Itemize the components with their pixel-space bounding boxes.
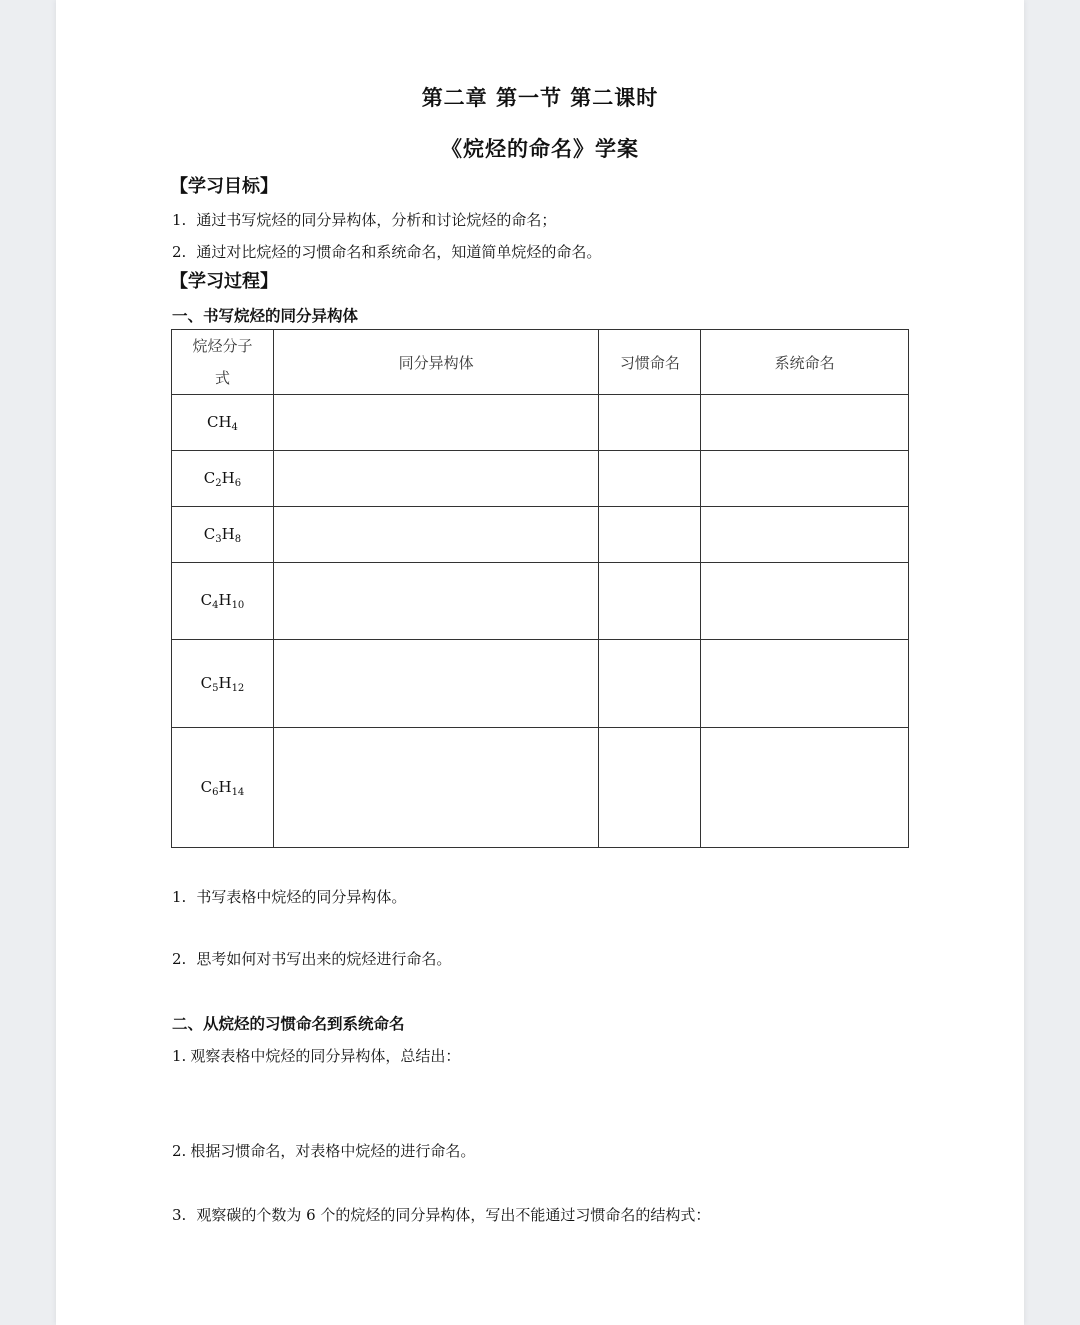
header-common-name: 习惯命名: [599, 330, 701, 395]
question-number: 2.: [172, 950, 187, 968]
isomer-answer-cell[interactable]: [273, 507, 599, 563]
isomer-answer-cell[interactable]: [273, 451, 599, 507]
header-formula-line2: 式: [214, 369, 230, 387]
objective-item: [172, 209, 556, 230]
isomer-answer-cell[interactable]: [273, 395, 599, 451]
worksheet-title: 《烷烃的命名》学案: [441, 137, 639, 161]
systematic-name-answer-cell[interactable]: [701, 640, 909, 728]
question-text: 书写表格中烷烃的同分异构体。: [196, 888, 407, 906]
header-isomers: 同分异构体: [273, 330, 599, 395]
question-text: 观察表格中烷烃的同分异构体，总结出：: [190, 1047, 461, 1065]
objective-text: 通过书写烷烃的同分异构体，分析和讨论烷烃的命名；: [196, 211, 557, 229]
part2-question: [172, 1204, 710, 1225]
table-row: [172, 395, 909, 451]
question-number: 1.: [172, 1047, 187, 1065]
question-text: 思考如何对书写出来的烷烃进行命名。: [196, 950, 452, 968]
isomer-answer-cell[interactable]: [273, 563, 599, 640]
formula-cell: $C_2H_6$: [172, 451, 274, 507]
formula-cell: $C_5H_{12}$: [172, 640, 274, 728]
common-name-answer-cell[interactable]: [599, 451, 701, 507]
isomer-answer-cell[interactable]: [273, 640, 599, 728]
part2-title: 二、从烷烃的习惯命名到系统命名: [172, 1015, 405, 1033]
table-row: [172, 563, 909, 640]
objective-text: 通过对比烷烃的习惯命名和系统命名，知道简单烷烃的命名。: [196, 243, 602, 261]
common-name-answer-cell[interactable]: [599, 563, 701, 640]
isomer-answer-cell[interactable]: [273, 728, 599, 848]
objective-number: 2.: [172, 243, 187, 261]
systematic-name-answer-cell[interactable]: [701, 563, 909, 640]
table-row: [172, 507, 909, 563]
question-number: 1.: [172, 888, 187, 906]
part2-question: [172, 1140, 475, 1161]
systematic-name-answer-cell[interactable]: [701, 728, 909, 848]
process-heading: 【学习过程】: [170, 271, 278, 292]
header-formula: [172, 330, 274, 395]
common-name-answer-cell[interactable]: [599, 728, 701, 848]
table-header-row: [172, 330, 909, 395]
common-name-answer-cell[interactable]: [599, 395, 701, 451]
header-formula-line1: 烷烃分子: [192, 337, 253, 355]
part1-question: [172, 948, 451, 969]
formula-cell: $C_6H_{14}$: [172, 728, 274, 848]
formula-cell: $C_4H_{10}$: [172, 563, 274, 640]
question-text: 根据习惯命名，对表格中烷烃的进行命名。: [190, 1142, 476, 1160]
part1-title: 一、书写烷烃的同分异构体: [172, 307, 359, 325]
part1-question: [172, 886, 406, 907]
isomer-table: [171, 329, 909, 848]
chapter-title: 第二章 第一节 第二课时: [421, 86, 659, 110]
systematic-name-answer-cell[interactable]: [701, 451, 909, 507]
table-row: [172, 451, 909, 507]
document-page: [56, 0, 1024, 1325]
systematic-name-answer-cell[interactable]: [701, 507, 909, 563]
question-number: 3.: [172, 1206, 187, 1224]
table-row: [172, 728, 909, 848]
header-systematic-name: 系统命名: [701, 330, 909, 395]
common-name-answer-cell[interactable]: [599, 640, 701, 728]
formula-cell: $CH_4$: [172, 395, 274, 451]
common-name-answer-cell[interactable]: [599, 507, 701, 563]
question-text: 观察碳的个数为 6 个的烷烃的同分异构体，写出不能通过习惯命名的结构式：: [196, 1206, 711, 1224]
formula-cell: $C_3H_8$: [172, 507, 274, 563]
systematic-name-answer-cell[interactable]: [701, 395, 909, 451]
table-row: [172, 640, 909, 728]
objective-number: 1.: [172, 211, 187, 229]
question-number: 2.: [172, 1142, 187, 1160]
part2-question: [172, 1045, 460, 1066]
objective-item: [172, 241, 601, 262]
objectives-heading: 【学习目标】: [170, 176, 278, 197]
